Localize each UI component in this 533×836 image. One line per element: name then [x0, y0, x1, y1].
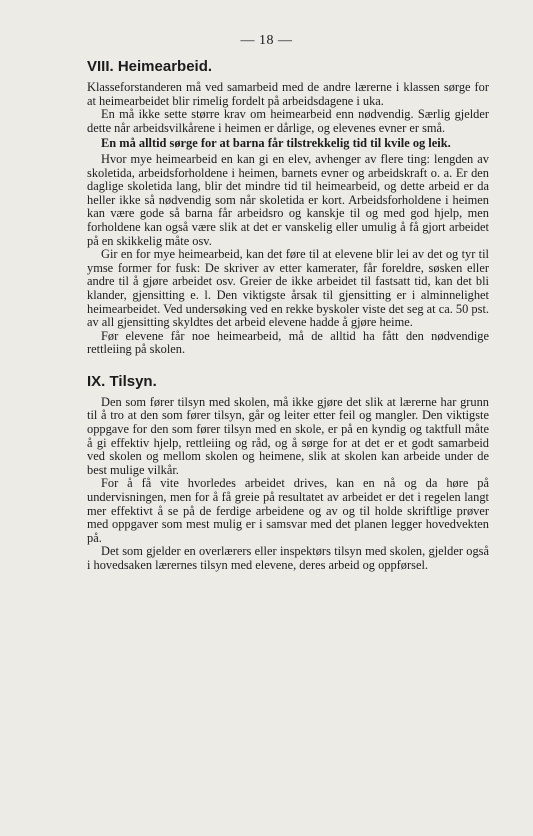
page-number: — 18 — — [240, 33, 293, 48]
paragraph: Hvor mye heimearbeid en kan gi en elev, avhenger av flere ting: lengden av skoletida, arbeidsforholdene i heimen, barnets evner og arbeidskraft o. a. Er den daglige skoletida lang, blir det mindre tid til heimearbeid, og dette arbeid er da heller ikke så nødvendig som når skoletida er kort. Arbeidsforholdene i heimen kan være gode så barna får arbeidsro og kanskje til og med god hjelp, men forholdene kan også være slik at det er vanskelig eller umulig å få gjort arbeidet på en skikkelig måte osv. — [87, 151, 489, 248]
paragraph: Den som fører tilsyn med skolen, må ikke gjøre det slik at lærerne har grunn til å tro at den som fører tilsyn, går og leiter etter feil og mangler. Den viktigste oppgave for den som fører tilsyn med en skole, er på en kyndig og taktfull måte å gi effektiv hjelp, rettleiing og råd, og å sørge for at det er et godt samarbeid ved skolen og mellom skolen og heimene, slik at skolen kan arbeide under de best mulige vilkår. — [87, 394, 489, 477]
section-heading-tilsyn: IX. Tilsyn. — [87, 372, 157, 390]
paragraph: En må ikke sette større krav om heimearbeid enn nødvendig. Særlig gjelder dette når arbeidsvilkårene i heimen er dårlige, og elevenes evner er små. — [87, 107, 489, 135]
paragraph: Gir en for mye heimearbeid, kan det føre til at elevene blir lei av det og tyr til ymse former for fusk: De skriver av etter kamerater, får foreldre, søsken eller andre til å gjøre arbeidet osv. Greier de ikke arbeidet til fastsatt tid, kan det bli klander, gjensitting e. l. Den viktigste årsak til gjensitting er i alminnelighet heimearbeidet. Ved undersøking ved en rekke byskoler viste det seg at ca. 50 pst. av all gjensitting skyldtes det arbeid elevene hadde å gjøre heime. — [87, 247, 489, 330]
paragraph: Klasseforstanderen må ved samarbeid med de andre lærerne i klassen sørge for at heimearbeidet blir rimelig fordelt på arbeidsdagene i uka. — [87, 80, 489, 108]
emphasized-paragraph: En må alltid sørge for at barna får tilstrekkelig tid til kvile og leik. — [101, 136, 451, 151]
section-heading-heimearbeid: VIII. Heimearbeid. — [87, 58, 213, 75]
paragraph: Det som gjelder en overlærers eller inspektørs tilsyn med skolen, gjelder også i hovedsaken lærernes tilsyn med elevene, deres arbeid og oppførsel. — [87, 544, 489, 572]
page-content — [87, 58, 489, 573]
paragraph: For å få vite hvorledes arbeidet drives, kan en nå og da høre på undervisningen, men for å få greie på resultatet av arbeidet er det i regelen langt mer effektivt å se på de ferdige arbeidene og av og til holde skriftlige prøver med oppgaver som mest mulig er i samsvar med det planen legger hovedvekten på. — [87, 476, 489, 545]
paragraph: Før elevene får noe heimearbeid, må de alltid ha fått den nødvendige rettleiing på skolen. — [87, 328, 489, 357]
